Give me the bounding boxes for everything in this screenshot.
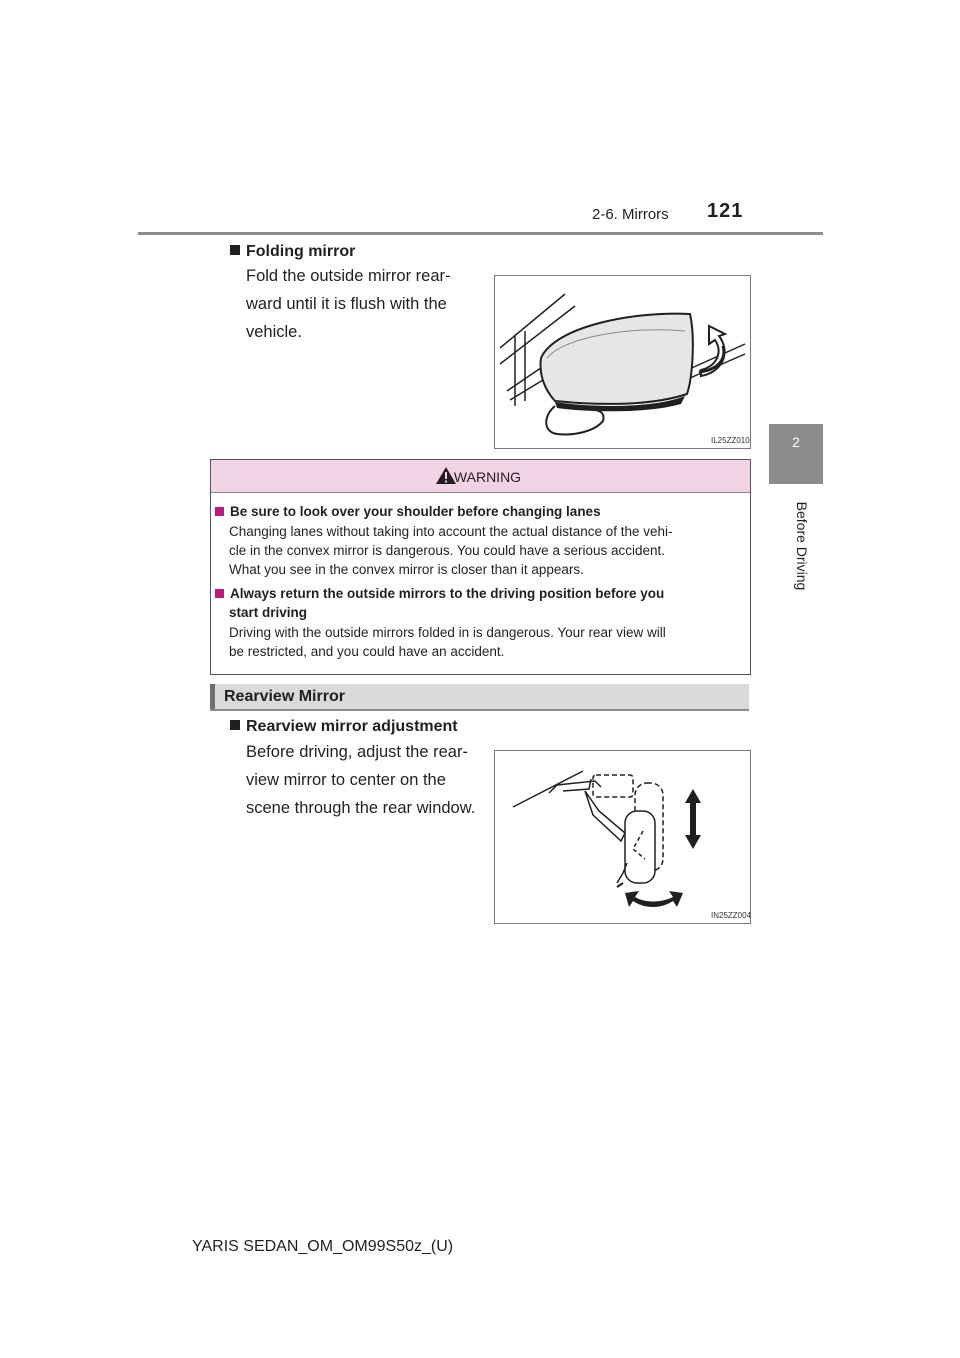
square-bullet-icon (230, 720, 240, 730)
folding-mirror-text: Fold the outside mirror rear- ward until it is flush with the vehicle. (246, 267, 451, 341)
square-bullet-icon (215, 507, 224, 516)
warning-item-heading: Be sure to look over your shoulder before changing lanes (215, 504, 745, 519)
figure-code: IL25ZZ010 (711, 436, 750, 445)
warning-item-heading: Always return the outside mirrors to the driving position before you start driving (215, 584, 745, 622)
section-title: Rearview Mirror (224, 688, 345, 705)
folding-mirror-figure (494, 275, 751, 449)
section-label: 2-6. Mirrors (592, 206, 669, 223)
rearview-mirror-illustration (495, 751, 750, 923)
rearview-adjustment-heading: Rearview mirror adjustment (230, 718, 458, 736)
chapter-tab (769, 424, 823, 484)
page-number: 121 (707, 200, 744, 222)
square-bullet-icon (215, 589, 224, 598)
side-mirror-illustration (495, 276, 750, 448)
warning-title: WARNING (453, 469, 522, 485)
warning-item-text: Driving with the outside mirrors folded in is dangerous. Your rear view will be restricted, and you could have an accident. (229, 625, 666, 659)
square-bullet-icon (230, 245, 240, 255)
warning-item-text: Changing lanes without taking into account the actual distance of the vehi- cle in the convex mirror is dangerous. You could have a serious accident. What you see in the convex mirror is closer than it appears. (229, 524, 673, 577)
warning-box (210, 459, 751, 675)
warning-header (211, 460, 750, 493)
figure-code: IN25ZZ004 (711, 911, 752, 920)
header-rule (138, 232, 823, 235)
folding-mirror-heading: Folding mirror (230, 243, 355, 261)
chapter-title: Before Driving (794, 501, 810, 591)
rearview-adjustment-text: Before driving, adjust the rear- view mirror to center on the scene through the rear window. (246, 743, 476, 817)
chapter-number: 2 (792, 434, 800, 450)
rearview-mirror-figure (494, 750, 751, 924)
section-header (210, 684, 749, 711)
section-accent (210, 684, 215, 709)
footer-doc-id: YARIS SEDAN_OM_OM99S50z_(U) (192, 1238, 454, 1255)
